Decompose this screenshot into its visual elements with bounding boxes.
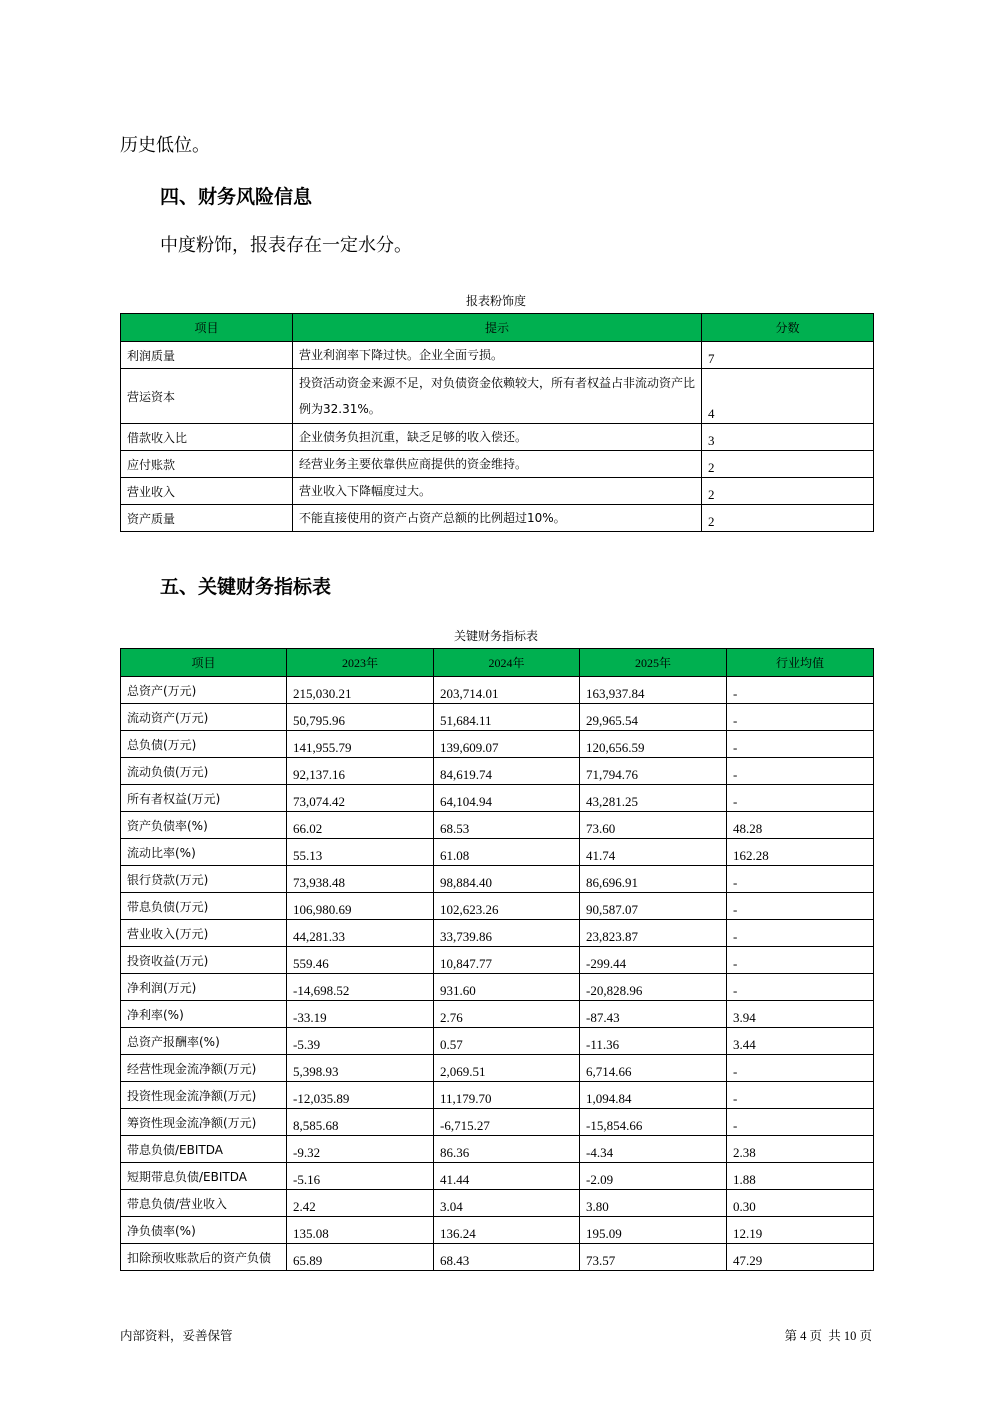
indicator-name-cell: 扣除预收账款后的资产负债 bbox=[121, 1244, 287, 1271]
row-hint-cell: 营业利润率下降过快。企业全面亏损。 bbox=[293, 342, 702, 369]
row-item-cell: 营业收入 bbox=[121, 478, 293, 505]
indicator-value-cell: 6,714.66 bbox=[580, 1055, 727, 1082]
row-item-cell: 应付账款 bbox=[121, 451, 293, 478]
indicator-value-cell: 43,281.25 bbox=[580, 785, 727, 812]
indicator-value-cell: -5.16 bbox=[287, 1163, 434, 1190]
page-number: 第 4 页 共 10 页 bbox=[784, 1329, 872, 1343]
indicator-value-cell: 141,955.79 bbox=[287, 731, 434, 758]
indicator-name-cell: 筹资性现金流净额(万元) bbox=[121, 1109, 287, 1136]
row-hint-cell: 不能直接使用的资产占资产总额的比例超过10%。 bbox=[293, 505, 702, 532]
indicator-value-cell: 23,823.87 bbox=[580, 920, 727, 947]
table-row bbox=[121, 1055, 874, 1082]
indicator-value-cell: - bbox=[727, 731, 874, 758]
indicator-value-cell: 106,980.69 bbox=[287, 893, 434, 920]
column-header: 2024年 bbox=[434, 649, 580, 677]
indicator-value-cell: 68.43 bbox=[434, 1244, 580, 1271]
indicator-value-cell: - bbox=[727, 920, 874, 947]
indicator-value-cell: 65.89 bbox=[287, 1244, 434, 1271]
indicator-value-cell: 135.08 bbox=[287, 1217, 434, 1244]
indicator-value-cell: 41.44 bbox=[434, 1163, 580, 1190]
indicator-name-cell: 资产负债率(%) bbox=[121, 812, 287, 839]
indicator-value-cell: -4.34 bbox=[580, 1136, 727, 1163]
row-score-cell: 2 bbox=[702, 505, 874, 532]
indicator-value-cell: 41.74 bbox=[580, 839, 727, 866]
table-row bbox=[121, 342, 874, 369]
table-row bbox=[121, 920, 874, 947]
indicator-value-cell: 71,794.76 bbox=[580, 758, 727, 785]
table-row bbox=[121, 839, 874, 866]
indicator-name-cell: 投资收益(万元) bbox=[121, 947, 287, 974]
indicator-value-cell: 3.80 bbox=[580, 1190, 727, 1217]
table-header-row bbox=[121, 314, 874, 342]
indicator-value-cell: 139,609.07 bbox=[434, 731, 580, 758]
section5-heading: 五、关键财务指标表 bbox=[160, 576, 332, 598]
column-header: 提示 bbox=[293, 314, 702, 342]
table-row bbox=[121, 785, 874, 812]
table-row bbox=[121, 731, 874, 758]
column-header: 2025年 bbox=[580, 649, 727, 677]
indicator-value-cell: 2.76 bbox=[434, 1001, 580, 1028]
section4-summary: 中度粉饰，报表存在一定水分。 bbox=[160, 235, 412, 256]
indicator-name-cell: 带息负债/营业收入 bbox=[121, 1190, 287, 1217]
table-row bbox=[121, 1217, 874, 1244]
column-header: 2023年 bbox=[287, 649, 434, 677]
indicator-name-cell: 带息负债(万元) bbox=[121, 893, 287, 920]
indicator-value-cell: 5,398.93 bbox=[287, 1055, 434, 1082]
indicator-name-cell: 流动比率(%) bbox=[121, 839, 287, 866]
row-score-cell: 2 bbox=[702, 478, 874, 505]
column-header: 分数 bbox=[702, 314, 874, 342]
column-header: 项目 bbox=[121, 314, 293, 342]
row-item-cell: 资产质量 bbox=[121, 505, 293, 532]
indicator-value-cell: 92,137.16 bbox=[287, 758, 434, 785]
table-header-row bbox=[121, 649, 874, 677]
row-score-cell: 2 bbox=[702, 451, 874, 478]
indicator-name-cell: 总资产报酬率(%) bbox=[121, 1028, 287, 1055]
indicator-value-cell: 3.44 bbox=[727, 1028, 874, 1055]
indicator-value-cell: -11.36 bbox=[580, 1028, 727, 1055]
table-row bbox=[121, 505, 874, 532]
indicator-name-cell: 经营性现金流净额(万元) bbox=[121, 1055, 287, 1082]
indicator-value-cell: -9.32 bbox=[287, 1136, 434, 1163]
indicator-name-cell: 总资产(万元) bbox=[121, 677, 287, 704]
table-row bbox=[121, 478, 874, 505]
indicator-value-cell: 29,965.54 bbox=[580, 704, 727, 731]
indicator-value-cell: -12,035.89 bbox=[287, 1082, 434, 1109]
table2-caption: 关键财务指标表 bbox=[453, 629, 538, 643]
indicator-name-cell: 总负债(万元) bbox=[121, 731, 287, 758]
table-row bbox=[121, 1082, 874, 1109]
indicator-value-cell: 102,623.26 bbox=[434, 893, 580, 920]
table-row bbox=[121, 1163, 874, 1190]
indicator-name-cell: 投资性现金流净额(万元) bbox=[121, 1082, 287, 1109]
table-row bbox=[121, 369, 874, 424]
indicator-name-cell: 所有者权益(万元) bbox=[121, 785, 287, 812]
indicator-value-cell: 73,938.48 bbox=[287, 866, 434, 893]
indicator-value-cell: 68.53 bbox=[434, 812, 580, 839]
indicator-value-cell: 195.09 bbox=[580, 1217, 727, 1244]
indicator-value-cell: -14,698.52 bbox=[287, 974, 434, 1001]
indicator-name-cell: 带息负债/EBITDA bbox=[121, 1136, 287, 1163]
indicator-value-cell: - bbox=[727, 785, 874, 812]
table-row bbox=[121, 1028, 874, 1055]
indicator-value-cell: 12.19 bbox=[727, 1217, 874, 1244]
indicator-value-cell: - bbox=[727, 866, 874, 893]
indicator-value-cell: - bbox=[727, 1055, 874, 1082]
indicator-value-cell: -20,828.96 bbox=[580, 974, 727, 1001]
indicator-name-cell: 净负债率(%) bbox=[121, 1217, 287, 1244]
indicator-value-cell: 8,585.68 bbox=[287, 1109, 434, 1136]
indicator-value-cell: 90,587.07 bbox=[580, 893, 727, 920]
indicator-value-cell: - bbox=[727, 1082, 874, 1109]
indicator-value-cell: 73,074.42 bbox=[287, 785, 434, 812]
indicator-name-cell: 营业收入(万元) bbox=[121, 920, 287, 947]
indicator-name-cell: 流动资产(万元) bbox=[121, 704, 287, 731]
row-item-cell: 营运资本 bbox=[121, 369, 293, 424]
whitewash-table bbox=[120, 313, 874, 532]
row-hint-cell: 企业债务负担沉重，缺乏足够的收入偿还。 bbox=[293, 424, 702, 451]
indicator-value-cell: - bbox=[727, 1109, 874, 1136]
row-score-cell: 7 bbox=[702, 342, 874, 369]
indicator-value-cell: -87.43 bbox=[580, 1001, 727, 1028]
indicator-value-cell: -6,715.27 bbox=[434, 1109, 580, 1136]
table-row bbox=[121, 1001, 874, 1028]
table-row bbox=[121, 758, 874, 785]
table-row bbox=[121, 974, 874, 1001]
table-row bbox=[121, 677, 874, 704]
indicator-name-cell: 净利率(%) bbox=[121, 1001, 287, 1028]
indicator-value-cell: 559.46 bbox=[287, 947, 434, 974]
footer-note: 内部资料，妥善保管 bbox=[120, 1328, 233, 1343]
row-item-cell: 借款收入比 bbox=[121, 424, 293, 451]
key-indicators-table bbox=[120, 648, 874, 1271]
row-item-cell: 利润质量 bbox=[121, 342, 293, 369]
indicator-value-cell: 215,030.21 bbox=[287, 677, 434, 704]
indicator-value-cell: - bbox=[727, 974, 874, 1001]
indicator-value-cell: 73.57 bbox=[580, 1244, 727, 1271]
indicator-value-cell: 86,696.91 bbox=[580, 866, 727, 893]
indicator-value-cell: -2.09 bbox=[580, 1163, 727, 1190]
indicator-value-cell: 51,684.11 bbox=[434, 704, 580, 731]
indicator-name-cell: 流动负债(万元) bbox=[121, 758, 287, 785]
indicator-value-cell: 3.94 bbox=[727, 1001, 874, 1028]
row-score-cell: 3 bbox=[702, 424, 874, 451]
row-hint-cell: 投资活动资金来源不足，对负债资金依赖较大，所有者权益占非流动资产比例为32.31%。 bbox=[293, 369, 702, 424]
indicator-value-cell: - bbox=[727, 758, 874, 785]
indicator-value-cell: 86.36 bbox=[434, 1136, 580, 1163]
table-row bbox=[121, 812, 874, 839]
indicator-value-cell: 66.02 bbox=[287, 812, 434, 839]
table-row bbox=[121, 704, 874, 731]
indicator-name-cell: 净利润(万元) bbox=[121, 974, 287, 1001]
indicator-value-cell: 163,937.84 bbox=[580, 677, 727, 704]
indicator-value-cell: - bbox=[727, 677, 874, 704]
indicator-value-cell: 2.38 bbox=[727, 1136, 874, 1163]
indicator-value-cell: 47.29 bbox=[727, 1244, 874, 1271]
indicator-value-cell: 1,094.84 bbox=[580, 1082, 727, 1109]
table-row bbox=[121, 1136, 874, 1163]
table1-caption: 报表粉饰度 bbox=[465, 294, 526, 308]
table-row bbox=[121, 866, 874, 893]
indicator-value-cell: 84,619.74 bbox=[434, 758, 580, 785]
indicator-value-cell: -299.44 bbox=[580, 947, 727, 974]
indicator-name-cell: 银行贷款(万元) bbox=[121, 866, 287, 893]
row-hint-cell: 营业收入下降幅度过大。 bbox=[293, 478, 702, 505]
indicator-value-cell: 48.28 bbox=[727, 812, 874, 839]
indicator-value-cell: 120,656.59 bbox=[580, 731, 727, 758]
indicator-value-cell: 55.13 bbox=[287, 839, 434, 866]
indicator-value-cell: 136.24 bbox=[434, 1217, 580, 1244]
intro-tail-text: 历史低位。 bbox=[120, 135, 210, 156]
indicator-value-cell: 0.30 bbox=[727, 1190, 874, 1217]
indicator-value-cell: -15,854.66 bbox=[580, 1109, 727, 1136]
indicator-value-cell: 44,281.33 bbox=[287, 920, 434, 947]
indicator-value-cell: 61.08 bbox=[434, 839, 580, 866]
row-score-cell: 4 bbox=[702, 369, 874, 424]
table-row bbox=[121, 424, 874, 451]
indicator-value-cell: -33.19 bbox=[287, 1001, 434, 1028]
column-header: 行业均值 bbox=[727, 649, 874, 677]
table-row bbox=[121, 1190, 874, 1217]
table-row bbox=[121, 893, 874, 920]
indicator-value-cell: - bbox=[727, 947, 874, 974]
section4-heading: 四、财务风险信息 bbox=[160, 186, 313, 208]
indicator-value-cell: 2.42 bbox=[287, 1190, 434, 1217]
indicator-value-cell: - bbox=[727, 704, 874, 731]
indicator-value-cell: 50,795.96 bbox=[287, 704, 434, 731]
indicator-value-cell: 73.60 bbox=[580, 812, 727, 839]
indicator-value-cell: - bbox=[727, 893, 874, 920]
indicator-value-cell: 2,069.51 bbox=[434, 1055, 580, 1082]
table-row bbox=[121, 1109, 874, 1136]
indicator-value-cell: 3.04 bbox=[434, 1190, 580, 1217]
column-header: 项目 bbox=[121, 649, 287, 677]
indicator-value-cell: 11,179.70 bbox=[434, 1082, 580, 1109]
indicator-value-cell: 931.60 bbox=[434, 974, 580, 1001]
table-row bbox=[121, 1244, 874, 1271]
indicator-value-cell: 98,884.40 bbox=[434, 866, 580, 893]
indicator-value-cell: 162.28 bbox=[727, 839, 874, 866]
indicator-value-cell: 203,714.01 bbox=[434, 677, 580, 704]
indicator-value-cell: 33,739.86 bbox=[434, 920, 580, 947]
indicator-name-cell: 短期带息负债/EBITDA bbox=[121, 1163, 287, 1190]
indicator-value-cell: 64,104.94 bbox=[434, 785, 580, 812]
table-row bbox=[121, 451, 874, 478]
indicator-value-cell: 0.57 bbox=[434, 1028, 580, 1055]
table-row bbox=[121, 947, 874, 974]
indicator-value-cell: -5.39 bbox=[287, 1028, 434, 1055]
row-hint-cell: 经营业务主要依靠供应商提供的资金维持。 bbox=[293, 451, 702, 478]
indicator-value-cell: 10,847.77 bbox=[434, 947, 580, 974]
indicator-value-cell: 1.88 bbox=[727, 1163, 874, 1190]
